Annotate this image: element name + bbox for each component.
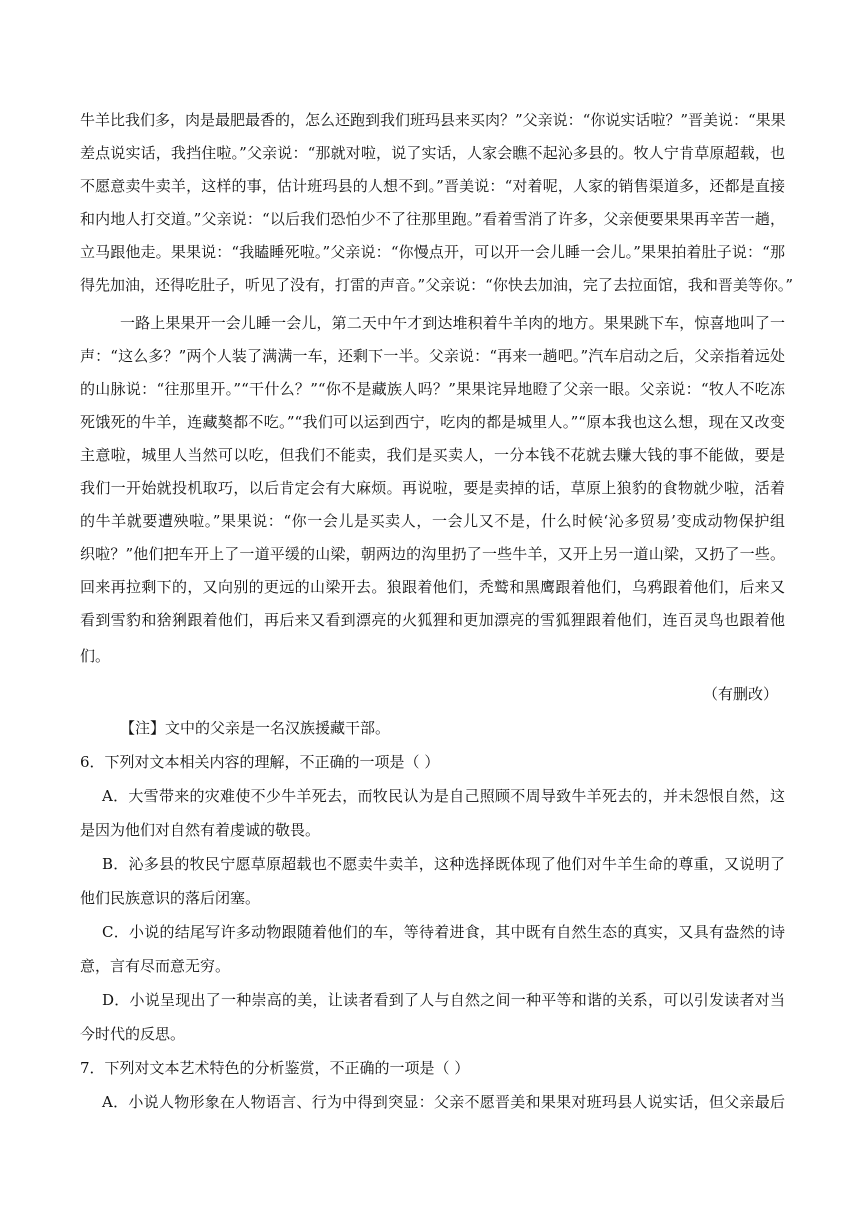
footnote: 【注】文中的父亲是一名汉族援藏干部。 [120,719,391,737]
passage-line: 我们一开始就投机取巧，以后肯定会有大麻烦。再说啦，要是卖掉的话，草原上狼豹的食物就少啦，活着 [80,479,785,497]
passage-line: 们。 [80,647,111,665]
passage-line: 差点说实话，我挡住啦。”父亲说：“那就对啦，说了实话，人家会瞧不起沁多县的。牧人宁肯草原超载，也 [80,144,785,162]
option-d: D．小说呈现出了一种崇高的美，让读者看到了人与自然之间一种平等和谐的关系，可以引发读者对当 [102,991,785,1009]
passage-line: 的牛羊就要遭殃啦。”果果说：“你一会儿是买卖人，一会儿又不是，什么时候‘沁多贸易’变成动物保护组 [80,512,785,530]
source-note: （有删改） [702,685,778,703]
passage-line: 死饿死的牛羊，连藏獒都不吃。”“我们可以运到西宁，吃肉的都是城里人。”“原本我也这么想，现在又改变 [80,413,785,431]
option-a: A．小说人物形象在人物语言、行为中得到突显：父亲不愿晋美和果果对班玛县人说实话，但父亲最后 [102,1093,785,1111]
option-a: A．大雪带来的灾难使不少牛羊死去，而牧民认为是自己照顾不周导致牛羊死去的，并未怨恨自然，这 [102,787,785,805]
passage-line: 看到雪豹和猞猁跟着他们，再后来又看到漂亮的火狐狸和更加漂亮的雪狐狸跟着他们，连百灵鸟也跟着他 [80,611,785,629]
passage-line: 主意啦，城里人当然可以吃，但我们不能卖，我们是买卖人，一分本钱不花就去赚大钱的事不能做，要是 [80,446,785,464]
option-b-continued: 他们民族意识的落后闭塞。 [80,889,261,907]
option-a-continued: 是因为他们对自然有着虔诚的敬畏。 [80,821,321,839]
option-b: B．沁多县的牧民宁愿草原超载也不愿卖牛卖羊，这种选择既体现了他们对牛羊生命的尊重，又说明了 [102,855,785,873]
passage-line: 的山脉说：“往那里开。”“干什么？”“你不是藏族人吗？”果果诧异地瞪了父亲一眼。父亲说：“牧人不吃冻 [80,380,785,398]
passage-line: 立马跟他走。果果说：“我瞌睡死啦。”父亲说：“你慢点开，可以开一会儿睡一会儿。”果果拍着肚子说：“那 [80,243,785,261]
option-d-continued: 今时代的反思。 [80,1025,186,1043]
passage-line: 回来再拉剩下的，又向别的更远的山梁开去。狼跟着他们，秃鹫和黑鹰跟着他们，乌鸦跟着他们，后来又 [80,578,785,596]
question-stem: 7．下列对文本艺术特色的分析鉴赏，不正确的一项是（ ） [80,1059,470,1077]
passage-line: 得先加油，还得吃肚子，听见了没有，打雷的声音。”父亲说：“你快去加油，完了去拉面馆，我和晋美等你。” [80,276,794,294]
passage-line: 织啦？”他们把车开上了一道平缓的山梁，朝两边的沟里扔了一些牛羊，又开上另一道山梁，又扔了一些。 [80,545,785,563]
passage-line: 声：“这么多？”两个人装了满满一车，还剩下一半。父亲说：“再来一趟吧。”汽车启动之后，父亲指着远处 [80,347,785,365]
passage-line: 一路上果果开一会儿睡一会儿，第二天中午才到达堆积着牛羊肉的地方。果果跳下车，惊喜地叫了一 [120,314,785,332]
passage-line: 不愿意卖牛卖羊，这样的事，估计班玛县的人想不到。”晋美说：“对着呢，人家的销售渠道多，还都是直接 [80,177,785,195]
passage-line: 牛羊比我们多，肉是最肥最香的，怎么还跑到我们班玛县来买肉？”父亲说：“你说实话啦？”晋美说：“果果 [80,111,786,129]
question-stem: 6．下列对文本相关内容的理解，不正确的一项是（ ） [80,753,440,771]
option-c-continued: 意，言有尽而意无穷。 [80,957,231,975]
passage-line: 和内地人打交道。”父亲说：“以后我们恐怕少不了往那里跑。”看着雪消了许多，父亲便要果果再辛苦一趟， [80,210,785,228]
option-c: C．小说的结尾写许多动物跟随着他们的车，等待着进食，其中既有自然生态的真实，又具有盎然的诗 [102,923,785,941]
